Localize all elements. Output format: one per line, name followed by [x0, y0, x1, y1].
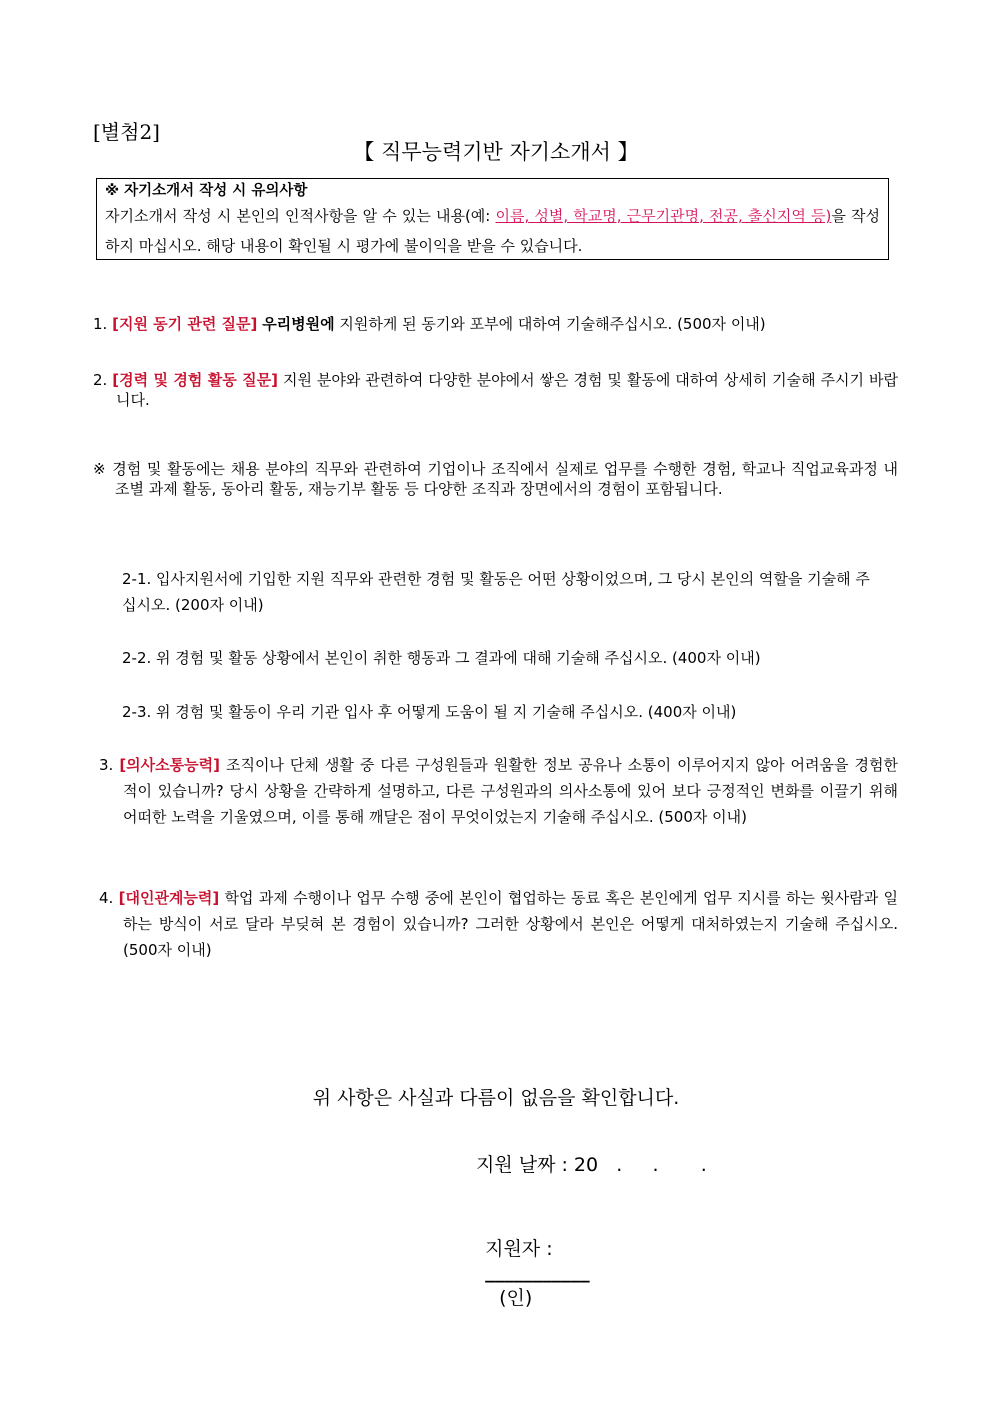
question-2-text: 지원 분야와 관련하여 다양한 분야에서 쌓은 경험 및 활동에 대하여 상세히 기술해 주시기 바랍니다. — [116, 371, 898, 409]
applicant-label: 지원자 : — [485, 1238, 553, 1260]
applicant-name-blank[interactable]: ___________ — [485, 1261, 590, 1283]
attachment-label: [별첨2] — [93, 120, 160, 144]
question-4-text: 학업 과제 수행이나 업무 수행 중에 본인이 협업하는 동료 혹은 본인에게 업무 지시를 하는 윗사람과 일하는 방식이 서로 달라 부딪혀 본 경험이 있습니까? 그러한 상황에서 본인은 어떻게 대처하였는지 기술해 주십시오. (500자 이내) — [123, 889, 898, 959]
notice-text-before: 자기소개서 작성 시 본인의 인적사항을 알 수 있는 내용(예: — [105, 207, 496, 225]
question-3-number: 3. — [99, 756, 114, 774]
question-2-1: 2-1. 입사지원서에 기입한 지원 직무와 관련한 경험 및 활동은 어떤 상황이었으며, 그 당시 본인의 역할을 기술해 주십시오. (200자 이내) — [122, 570, 870, 614]
question-4-tag: [대인관계능력] — [118, 889, 220, 907]
question-1-number: 1. — [93, 315, 108, 333]
applicant-signature-line — [473, 1212, 590, 1310]
question-2-tag: [경력 및 경험 활동 질문] — [112, 371, 279, 389]
application-date: 지원 날짜 : 20 . . . — [476, 1154, 707, 1176]
notice-box — [96, 178, 889, 260]
question-4-number: 4. — [99, 889, 114, 907]
notice-highlight: 이름, 성별, 학교명, 근무기관명, 전공, 출신지역 등) — [495, 207, 832, 225]
question-4 — [99, 885, 898, 963]
seal-mark: (인) — [499, 1287, 533, 1309]
question-1-tag: [지원 동기 관련 질문] — [112, 315, 258, 333]
question-2-2: 2-2. 위 경험 및 활동 상황에서 본인이 취한 행동과 그 결과에 대해 기술해 주십시오. (400자 이내) — [122, 649, 761, 667]
question-3-text: 조직이나 단체 생활 중 다른 구성원들과 원활한 정보 공유나 소통이 이루어지지 않아 어려움을 경험한 적이 있습니까? 당시 상황을 간략하게 설명하고, 다른 구성원과의 의사소통에 있어 보다 긍정적인 변화를 이끌기 위해 어떠한 노력을 기울였으며, 이를 통해 깨달은 점이 무엇이었는지 기술해 주십시오. (500자 이내) — [123, 756, 898, 826]
question-2-number: 2. — [93, 371, 108, 389]
question-3-tag: [의사소통능력] — [119, 756, 220, 774]
notice-body — [105, 201, 880, 261]
notice-text-after: 을 작성하지 마십시오. 해당 내용이 확인될 시 평가에 불이익을 받을 수 있습니다. — [105, 207, 880, 255]
question-2 — [93, 370, 898, 410]
question-3 — [99, 752, 898, 830]
question-1-text: 지원하게 된 동기와 포부에 대하여 기술해주십시오. (500자 이내) — [334, 315, 766, 333]
confirmation-statement: 위 사항은 사실과 다름이 없음을 확인합니다. — [312, 1087, 680, 1109]
question-2-3: 2-3. 위 경험 및 활동이 우리 기관 입사 후 어떻게 도움이 될 지 기술해 주십시오. (400자 이내) — [122, 703, 737, 721]
page-title: 【 직무능력기반 자기소개서 】 — [353, 140, 639, 164]
question-1-emphasis: 우리병원에 — [262, 315, 335, 333]
notice-heading: ※ 자기소개서 작성 시 유의사항 — [105, 183, 308, 199]
experience-note: ※ 경험 및 활동에는 채용 분야의 직무와 관련하여 기업이나 조직에서 실제로 업무를 수행한 경험, 학교나 직업교육과정 내 조별 과제 활동, 동아리 활동, 재능기부 활동 등 다양한 조직과 장면에서의 경험이 포함됩니다. — [93, 460, 898, 498]
question-1 — [93, 314, 893, 334]
